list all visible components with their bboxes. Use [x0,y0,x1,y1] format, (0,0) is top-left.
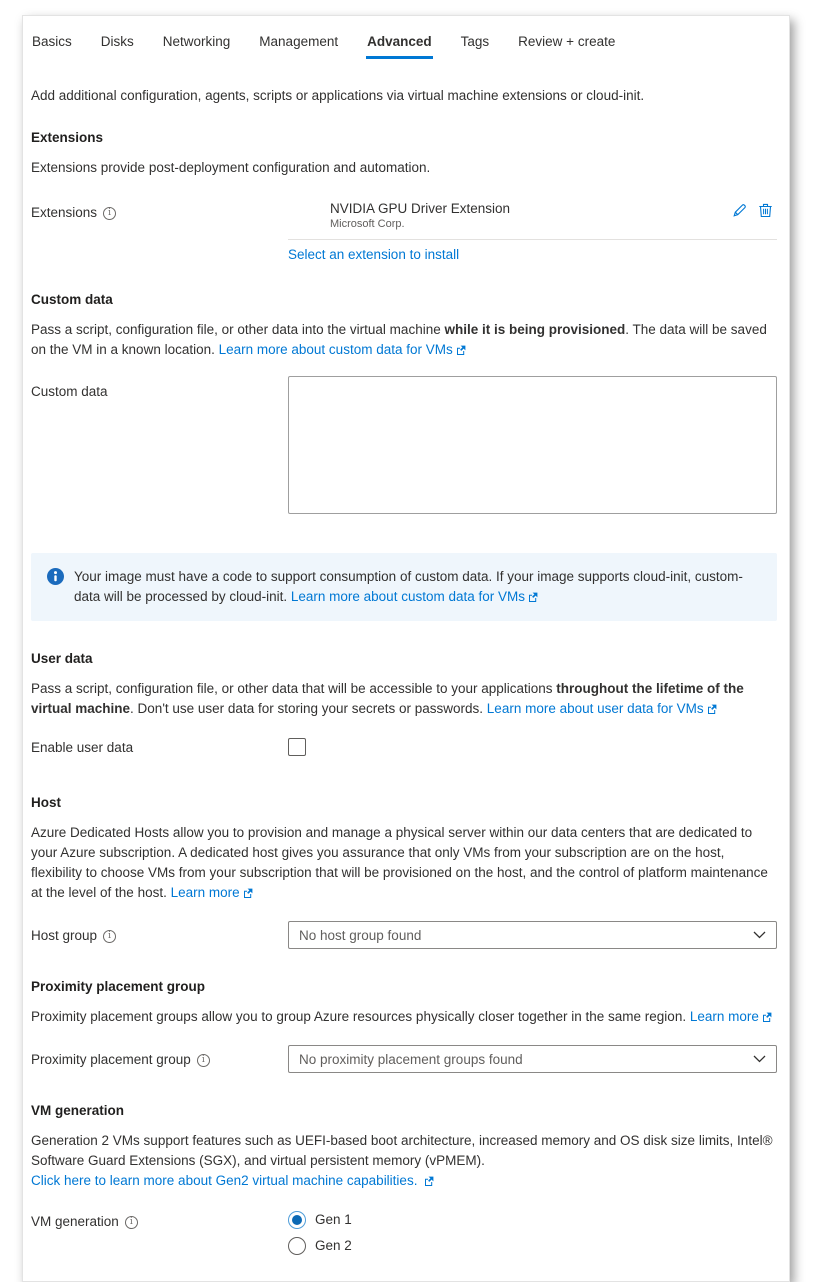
proximity-learn-more-link[interactable]: Learn more [690,1009,772,1024]
extensions-description: Extensions provide post-deployment configuration and automation. [31,160,431,175]
banner-text: Your image must have a code to support consumption of custom data. If your image supports cloud-init, custom-data will be processed by cloud-init. [74,569,743,604]
external-link-icon [762,1012,772,1022]
radio-gen2-label: Gen 2 [315,1238,352,1253]
extension-name: NVIDIA GPU Driver Extension [330,201,511,216]
trash-icon [758,206,773,221]
info-icon[interactable]: i [197,1054,210,1067]
user-data-description [31,679,777,719]
vm-generation-radio-group [288,1211,777,1255]
vm-generation-section [31,1103,777,1255]
tab-management[interactable]: Management [259,34,339,49]
tab-networking[interactable]: Networking [162,34,231,49]
proximity-desc-text: Proximity placement groups allow you to group Azure resources physically closer together in the same region. [31,1009,690,1024]
radio-circle-icon [288,1211,306,1229]
tab-strip [31,28,777,59]
vm-generation-description [31,1131,777,1171]
external-link-icon [707,704,717,714]
host-description [31,823,777,903]
info-icon[interactable]: i [103,207,116,220]
user-data-heading: User data [31,651,93,666]
custom-data-field-label: Custom data [31,384,108,399]
user-data-desc-bold: throughout the lifetime of the virtual machine [31,681,744,716]
proximity-heading: Proximity placement group [31,979,206,994]
extensions-heading: Extensions [31,130,104,145]
extensions-section [31,130,777,262]
host-group-label: Host group [31,928,98,943]
tab-tags[interactable]: Tags [460,34,490,49]
user-data-section [31,651,777,759]
host-desc-text: Azure Dedicated Hosts allow you to provision and manage a physical server within our data centers that are dedicated to your Azure subscription. A dedicated host gives you assurance that only VMs from your subscription are on the host, flexibility to choose VMs from your subscription that will be provisioned on the host, and the control of platform maintenance at the level of the host. [31,825,768,900]
custom-data-description [31,320,777,360]
host-section [31,795,777,949]
external-link-icon [243,888,253,898]
proximity-description [31,1007,777,1027]
enable-user-data-label: Enable user data [31,740,134,755]
vm-generation-desc-text: Generation 2 VMs support features such as UEFI-based boot architecture, increased memory and OS disk size limits, Intel® Software Guard Extensions (SGX), and virtual persistent memory (vPMEM). [31,1133,773,1168]
chevron-down-icon [753,931,766,939]
enable-user-data-checkbox[interactable] [288,738,306,756]
delete-extension-button[interactable] [758,202,773,218]
proximity-group-label: Proximity placement group [31,1052,191,1067]
custom-data-textarea[interactable] [288,376,777,514]
custom-data-section [31,292,777,621]
host-group-dropdown[interactable] [288,921,777,949]
tab-review-create[interactable]: Review + create [518,34,616,49]
radio-gen2[interactable] [288,1237,777,1255]
create-vm-advanced-pane [22,15,790,1282]
custom-data-heading: Custom data [31,292,113,307]
proximity-section [31,979,777,1073]
info-icon[interactable]: i [125,1216,138,1229]
custom-data-info-banner [31,553,777,621]
info-filled-icon [47,567,64,585]
banner-learn-more-link[interactable]: Learn more about custom data for VMs [291,589,538,604]
radio-gen1-label: Gen 1 [315,1212,352,1227]
proximity-group-dropdown-value: No proximity placement groups found [299,1051,523,1067]
user-data-desc-text: Pass a script, configuration file, or other data that will be accessible to your applications [31,681,557,696]
custom-data-desc-bold: while it is being provisioned [444,322,626,337]
tab-basics[interactable]: Basics [32,34,72,49]
chevron-down-icon [753,1055,766,1063]
host-learn-more-link[interactable]: Learn more [171,885,253,900]
vm-generation-label: VM generation [31,1214,119,1229]
radio-circle-icon [288,1237,306,1255]
tab-advanced[interactable]: Advanced [366,30,433,59]
vm-generation-heading: VM generation [31,1103,125,1118]
extension-publisher: Microsoft Corp. [330,218,405,230]
host-heading: Host [31,795,61,810]
user-data-desc-text2: . Don't use user data for storing your secrets or passwords. [130,701,487,716]
advanced-tab-intro: Add additional configuration, agents, scripts or applications via virtual machine extensions or cloud-init. [31,88,645,103]
learn-more-custom-data-link[interactable]: Learn more about custom data for VMs [219,342,466,357]
custom-data-desc-text2: . The data will be saved on the VM in a known location. [31,322,767,357]
custom-data-desc-text: Pass a script, configuration file, or other data into the virtual machine [31,322,445,337]
edit-extension-button[interactable] [732,202,748,218]
extension-list-item [288,200,777,240]
select-extension-link[interactable]: Select an extension to install [288,247,460,262]
external-link-icon [424,1176,434,1186]
learn-more-user-data-link[interactable]: Learn more about user data for VMs [487,701,717,716]
extensions-label: Extensions [31,205,98,220]
proximity-group-dropdown[interactable] [288,1045,777,1073]
gen2-learn-more-link[interactable]: Click here to learn more about Gen2 virtual machine capabilities. [31,1173,434,1188]
pencil-icon [732,206,748,221]
external-link-icon [528,592,538,602]
tab-disks[interactable]: Disks [100,34,134,49]
external-link-icon [456,345,466,355]
radio-gen1[interactable] [288,1211,777,1229]
info-icon[interactable]: i [103,930,116,943]
host-group-dropdown-value: No host group found [299,927,422,943]
